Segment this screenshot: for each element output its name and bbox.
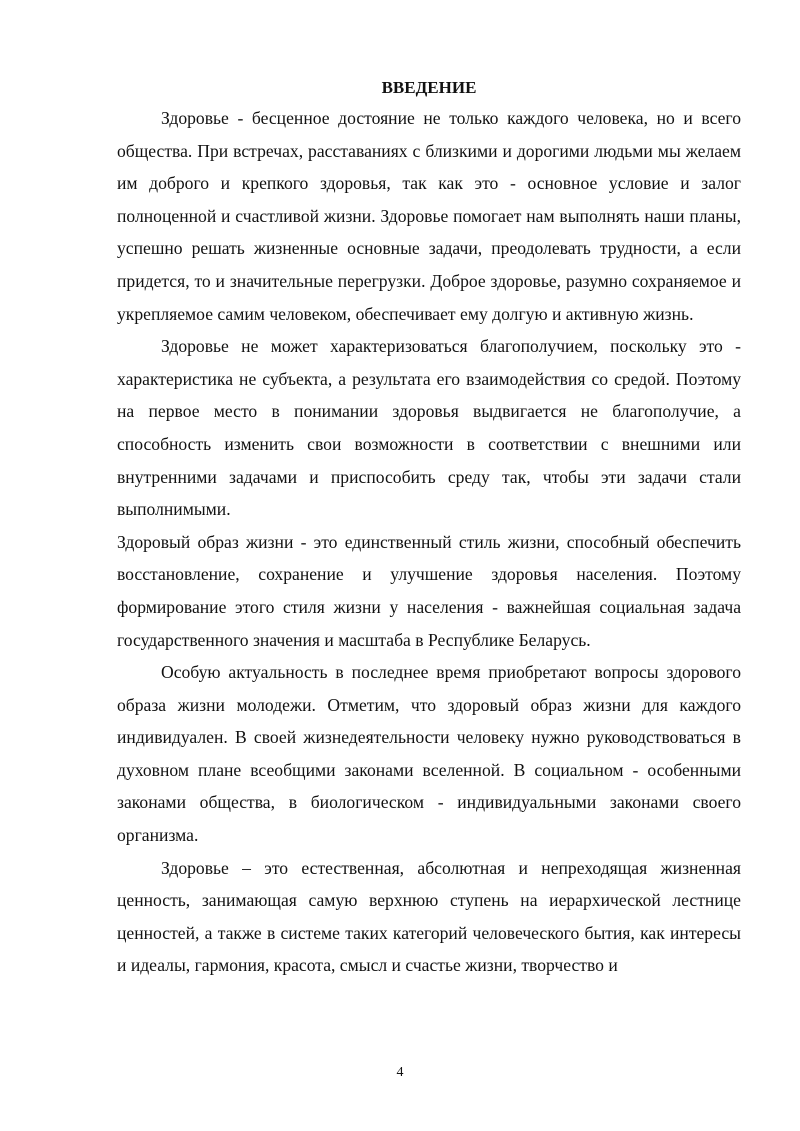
paragraph-4: Особую актуальность в последнее время приобретают вопросы здорового образа жизни молодежи. Отметим, что здоровый образ жизни для каждого индивидуален. В своей жизнедеятельности человеку нужно руководствоваться в духовном плане всеобщими законами вселенной. В социальном - особенными законами общества, в биологическом - индивидуальными законами своего организма. xyxy=(117,662,741,846)
paragraph-2: Здоровье не может характеризоваться благополучием, поскольку это - характеристика не субъекта, а результата его взаимодействия со средой. Поэтому на первое место в понимании здоровья выдвигается не благополучие, а способность изменить свои возможности в соответствии с внешними или внутренними задачами и приспособить среду так, чтобы эти задачи стали выполнимыми. xyxy=(117,336,741,520)
page-content xyxy=(117,74,741,982)
page-number: 4 xyxy=(396,1065,404,1080)
section-heading: ВВЕДЕНИЕ xyxy=(381,78,477,97)
paragraph-1: Здоровье - бесценное достояние не только каждого человека, но и всего общества. При встречах, расставаниях с близкими и дорогими людьми мы желаем им доброго и крепкого здоровья, так как это - основное условие и залог полноценной и счастливой жизни. Здоровье помогает нам выполнять наши планы, успешно решать жизненные основные задачи, преодолевать трудности, а если придется, то и значительные перегрузки. Доброе здоровье, разумно сохраняемое и укрепляемое самим человеком, обеспечивает ему долгую и активную жизнь. xyxy=(117,108,741,324)
paragraph-5: Здоровье – это естественная, абсолютная и непреходящая жизненная ценность, занимающая самую верхнюю ступень на иерархической лестнице ценностей, а также в системе таких категорий человеческого бытия, как интересы и идеалы, гармония, красота, смысл и счастье жизни, творчество и xyxy=(117,857,741,976)
paragraph-3: Здоровый образ жизни - это единственный стиль жизни, способный обеспечить восстановление, сохранение и улучшение здоровья населения. Поэтому формирование этого стиля жизни у населения - важнейшая социальная задача государственного значения и масштаба в Республике Беларусь. xyxy=(117,531,741,650)
